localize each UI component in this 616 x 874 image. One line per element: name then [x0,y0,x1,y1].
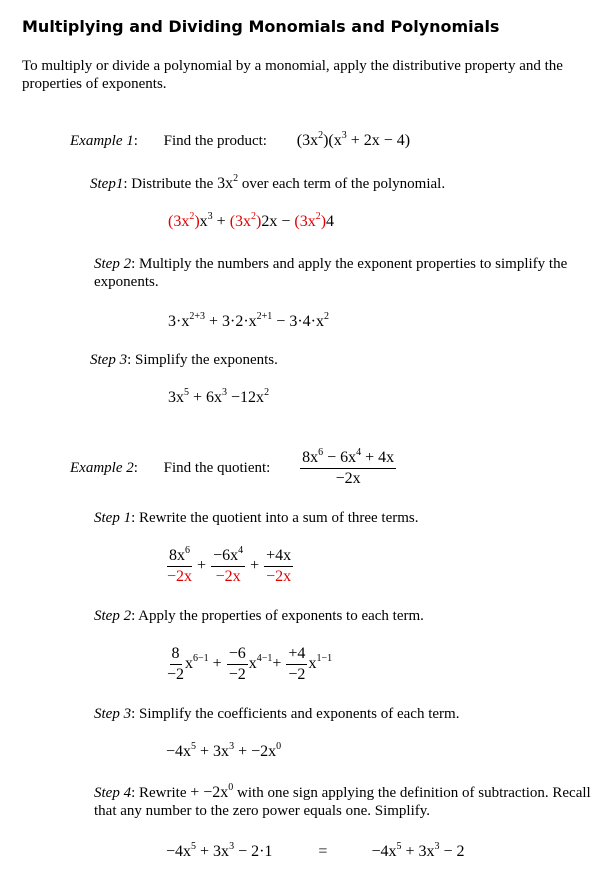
text-segment: 6−1 [193,653,209,665]
text-segment: + −2x [234,743,277,760]
text-segment: + 3·2·x [204,313,257,330]
text-segment: 2 [264,387,270,398]
text-segment: + 3x [196,843,230,860]
text-segment: (3x [229,213,252,230]
text-segment: ) [194,213,200,230]
text-segment [217,175,238,192]
text-segment: : Distribute the [123,176,218,192]
text-segment: −2x [215,568,241,585]
text-segment: 3 [434,841,440,852]
text-segment: : [133,133,138,149]
text-segment: 2 [323,311,329,322]
text-segment: x [308,655,317,673]
text-segment: −12x [227,389,265,406]
example1-step2 [94,255,594,291]
example2-step1-math [166,546,294,587]
example2-step3-math [166,743,281,761]
text-segment: ) [320,213,327,230]
text-segment: −2 [228,666,246,683]
text-segment: + 2x − 4) [346,132,411,149]
text-segment: : Apply the properties of exponents to each term. [131,608,424,624]
fraction-numerator [167,546,192,567]
text-segment: +4x [264,546,293,567]
intro-paragraph: To multiply or divide a polynomial by a monomial, apply the distributive property and the properties of exponents. [22,58,563,92]
text-segment: 5 [396,841,402,852]
text-segment: + 4x [361,449,395,466]
text-segment: − 2 [439,843,465,860]
text-segment: + [212,213,230,230]
text-segment: 3x [168,389,184,406]
text-segment: : Rewrite [131,785,191,801]
text-segment: 4 [238,545,244,556]
text-segment: −2x [167,568,193,585]
text-segment: 2+1 [256,311,273,322]
text-segment: 3 [341,130,347,141]
text-segment: )(x [323,132,342,149]
text-segment [190,784,233,801]
text-segment: Step 1 [94,510,132,526]
text-segment: −2 [288,666,306,683]
example1-label: Example 1 [70,133,134,149]
text-segment: (3x [296,132,319,149]
example1-step2-math [168,313,329,331]
example1-problem [297,132,410,149]
text-segment: + [212,655,222,673]
text-segment: 5 [184,387,189,398]
text-segment: 4 [356,447,362,458]
example1-step1 [90,175,445,193]
text-segment: + [197,557,207,575]
text-segment: 0 [228,782,234,793]
text-segment: + [272,655,282,673]
fraction [167,546,192,587]
text-segment: + 6x [189,389,223,406]
fraction [211,546,245,587]
text-segment: −2x [335,470,361,487]
example1-step3 [90,352,278,369]
text-segment: Step 3 [90,352,128,368]
text-segment: 8x [169,547,186,564]
text-segment: + 3x [196,743,230,760]
text-segment: Step 2 [94,608,132,624]
text-segment: 4−1 [256,653,273,665]
example2-step4 [94,784,599,820]
text-segment: Find the quotient: [163,459,271,476]
text-segment: : Simplify the exponents. [127,352,278,368]
text-segment: Step 2 [94,256,132,272]
text-segment: 4 [326,213,335,230]
text-segment: 3 [229,741,235,752]
example1-step3-math [168,389,269,407]
text-segment: +4 [286,644,307,665]
text-segment: −6x [213,547,239,564]
text-segment: 6 [318,447,324,458]
fraction-numerator [300,448,396,469]
text-segment: (3x [168,213,190,230]
text-segment: Step 3 [94,706,132,722]
text-segment: −4x [166,843,192,860]
text-segment: −2 [167,666,185,683]
text-segment: 2 [189,211,195,222]
text-segment: − 3·4·x [272,313,324,330]
text-segment: + 3x [401,843,435,860]
text-segment: ) [256,213,262,230]
text-segment: 2 [233,173,239,184]
text-segment: with one sign applying the definition of subtraction. Recall that any number to the zero power equals one. Simplify. [94,785,591,819]
example1-prompt: Find the product: [163,133,267,149]
text-segment: 2x − [261,213,295,230]
text-segment: x [248,655,257,673]
text-segment: 3·x [168,313,190,330]
text-segment: −4x [166,743,192,760]
example1-step1-math [168,213,334,231]
text-segment: 6 [185,545,191,556]
text-segment: −2x [266,568,292,585]
text-segment: − 2·1 [234,843,273,860]
text-segment: : Simplify the coefficients and exponents of each term. [131,706,460,722]
text-segment: Example 2 [70,459,134,476]
text-segment: : Multiply the numbers and apply the exponent properties to simplify the exponents. [94,256,568,290]
example2-step1 [94,510,419,527]
text-segment: −4x [371,843,397,860]
page-title: Multiplying and Dividing Monomials and Polynomials [22,17,500,36]
text-segment: = [318,843,328,860]
text-segment: x [199,213,208,230]
text-segment: 3x [217,175,234,192]
text-segment: 5 [191,841,197,852]
fraction [264,546,293,587]
text-segment: 3 [229,841,235,852]
text-segment: : Rewrite the quotient into a sum of three terms. [131,510,419,526]
text-segment: −6 [227,644,248,665]
text-segment: 2 [251,211,257,222]
text-segment: 3 [207,211,213,222]
fraction [167,644,184,685]
text-segment: 2+3 [189,311,205,322]
text-segment: Step 4 [94,785,132,801]
text-segment: (3x [294,213,316,230]
text-segment: : [133,459,138,476]
text-segment: 0 [276,741,282,752]
text-segment: 3 [222,387,228,398]
fraction [286,644,307,685]
text-segment: over each term of the polynomial. [238,176,446,192]
text-segment: x [185,655,194,673]
text-segment: 5 [191,741,197,752]
text-segment: − 6x [323,449,357,466]
example2-step4-math [166,843,465,861]
example2-step2 [94,608,424,625]
text-segment: Step1 [90,176,124,192]
fraction [227,644,248,685]
example1-header [70,132,410,150]
text-segment: 8x [302,449,319,466]
example2-step3 [94,706,459,723]
text-segment: + −2x [190,784,229,801]
example2-problem-fraction [300,448,396,489]
example2-header [70,448,397,489]
text-segment: 1−1 [316,653,333,665]
text-segment: + [250,557,260,575]
example2-step2-math [166,644,332,685]
text-segment: 2 [318,130,324,141]
fraction-numerator [211,546,245,567]
text-segment: 8 [170,644,182,665]
text-segment: 2 [315,211,321,222]
